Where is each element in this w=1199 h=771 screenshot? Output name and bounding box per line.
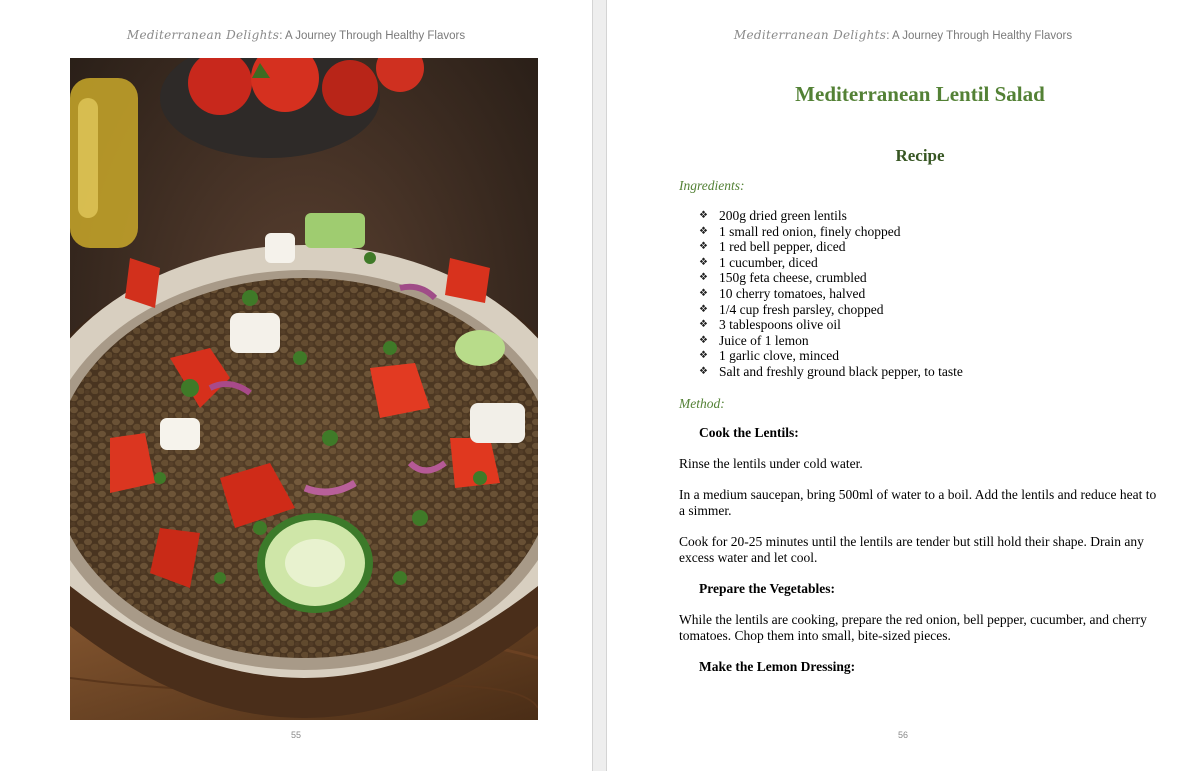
page-number: 56 xyxy=(897,730,908,740)
step-paragraph: While the lentils are cooking, prepare the red onion, bell pepper, cucumber, and cherry tomatoes. Chop them into small, bite-sized pieces. xyxy=(679,612,1147,643)
running-header xyxy=(607,28,1199,42)
diamond-bullet-icon: ❖ xyxy=(699,241,708,253)
list-item: ❖ 1 small red onion, finely chopped xyxy=(699,223,901,239)
page-gutter xyxy=(592,0,607,771)
diamond-bullet-icon: ❖ xyxy=(699,350,708,362)
list-item: ❖ 1/4 cup fresh parsley, chopped xyxy=(699,301,884,317)
list-item: ❖ 150g feta cheese, crumbled xyxy=(699,270,867,286)
diamond-bullet-icon: ❖ xyxy=(699,272,708,284)
header-script-title: Mediterranean Delights xyxy=(733,28,887,42)
recipe-title: Mediterranean Lentil Salad xyxy=(795,82,1045,106)
list-item: ❖ Juice of 1 lemon xyxy=(699,332,809,348)
step-paragraph: In a medium saucepan, bring 500ml of water to a boil. Add the lentils and reduce heat to a simmer. xyxy=(679,487,1157,518)
list-item: ❖ 10 cherry tomatoes, halved xyxy=(699,285,866,301)
header-script-title: Mediterranean Delights xyxy=(126,28,280,42)
step-title-cook-lentils: Cook the Lentils: xyxy=(699,425,799,440)
lentil-salad-photo xyxy=(70,58,538,720)
running-header xyxy=(0,28,592,42)
diamond-bullet-icon: ❖ xyxy=(699,210,708,221)
page-number: 55 xyxy=(290,730,301,740)
list-item: ❖ 3 tablespoons olive oil xyxy=(699,317,841,333)
header-subtitle: : A Journey Through Healthy Flavors xyxy=(279,30,466,42)
step-title-prepare-vegetables: Prepare the Vegetables: xyxy=(699,581,835,596)
method-label: Method: xyxy=(679,396,725,411)
diamond-bullet-icon: ❖ xyxy=(699,334,708,346)
diamond-bullet-icon: ❖ xyxy=(699,365,708,377)
list-item: ❖ 1 red bell pepper, diced xyxy=(699,239,846,255)
diamond-bullet-icon: ❖ xyxy=(699,287,708,299)
diamond-bullet-icon: ❖ xyxy=(699,303,708,315)
diamond-bullet-icon: ❖ xyxy=(699,225,708,237)
list-item: ❖ 1 cucumber, diced xyxy=(699,254,818,270)
diamond-bullet-icon: ❖ xyxy=(699,319,708,331)
left-page xyxy=(0,0,592,771)
header-subtitle: : A Journey Through Healthy Flavors xyxy=(886,30,1073,42)
diamond-bullet-icon: ❖ xyxy=(699,256,708,268)
step-paragraph: Rinse the lentils under cold water. xyxy=(679,456,863,471)
list-item: ❖ 200g dried green lentils xyxy=(699,208,847,223)
right-page xyxy=(607,0,1199,771)
ingredients-label: Ingredients: xyxy=(679,178,745,193)
list-item: ❖ Salt and freshly ground black pepper, to taste xyxy=(699,363,963,379)
list-item: ❖ 1 garlic clove, minced xyxy=(699,348,839,364)
step-title-lemon-dressing: Make the Lemon Dressing: xyxy=(699,659,856,674)
section-heading: Recipe xyxy=(895,146,945,165)
ingredients-list xyxy=(699,208,963,380)
step-paragraph: Cook for 20-25 minutes until the lentils are tender but still hold their shape. Drain any excess water and let cool. xyxy=(679,534,1144,565)
